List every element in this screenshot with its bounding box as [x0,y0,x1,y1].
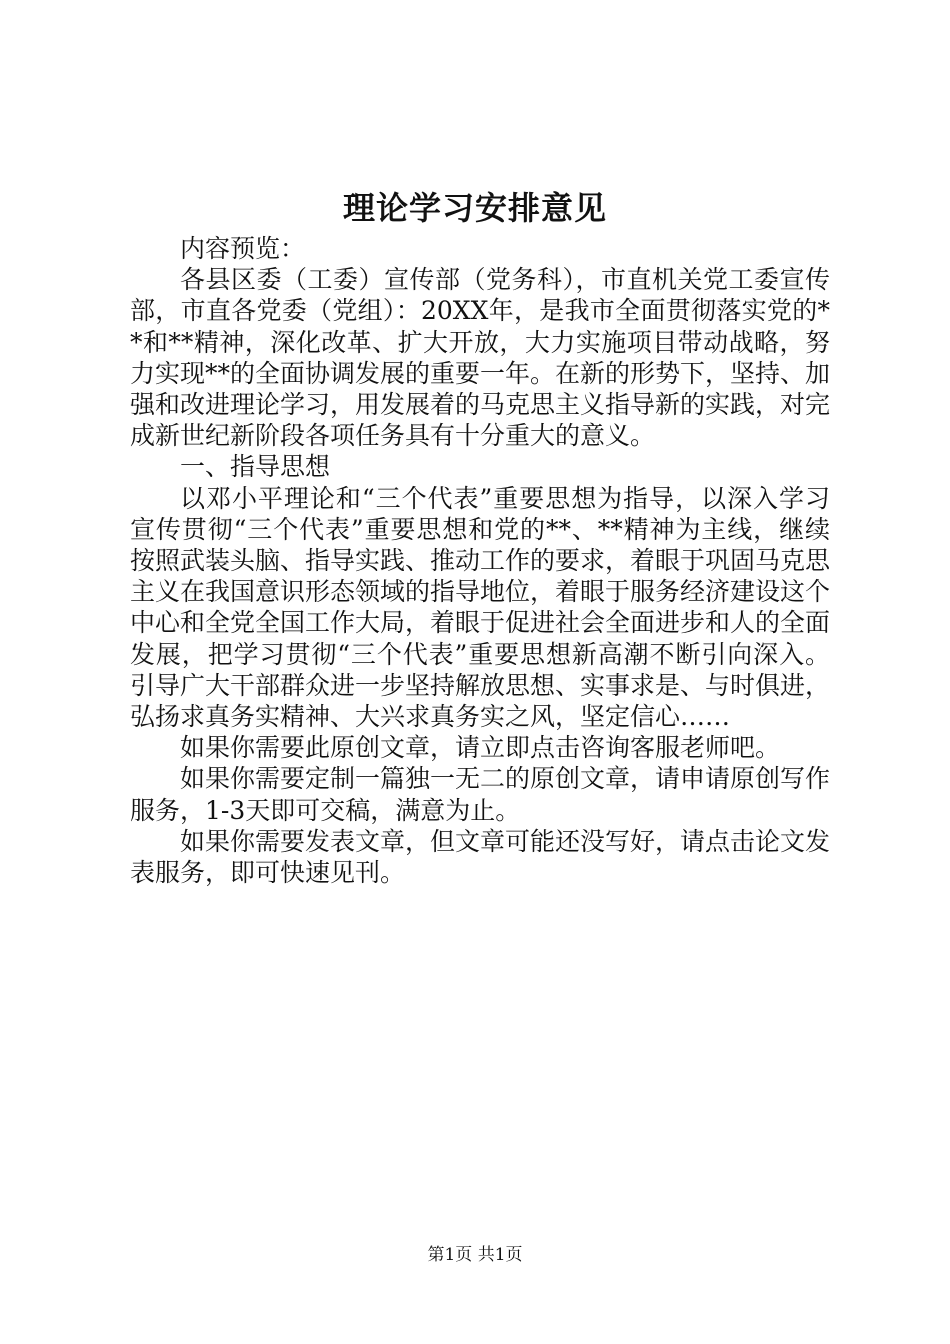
document-title: 理论学习安排意见 [342,189,607,227]
page-footer: 第1页 共1页 [427,1245,523,1265]
preview-label: 内容预览： [180,234,306,263]
note-publishing: 如果你需要发表文章，但文章可能还没写好，请点击论文发表服务，即可快速见刊。 [130,826,831,888]
section-heading: 一、指导思想 [180,452,331,482]
guiding-paragraph: 以邓小平理论和“三个代表”重要思想为指导，以深入学习宣传贯彻“三个代表”重要思想和党的**、**精神为主线，继续按照武装头脑、指导实践、推动工作的要求，着眼于巩固马克思主义在我国意识形态领域的指导地位，着眼于服务经济建设这个中心和全党全国工作大局，着眼于促进社会全面进步和人的全面发展，把学习贯彻“三个代表”重要思想新高潮不断引向深入。引导广大干部群众进一步坚持解放思想、实事求是、与时俱进，弘扬求真务实精神、大兴求真务实之风，坚定信心…… [130,483,831,732]
intro-paragraph: 各县区委（工委）宣传部（党务科），市直机关党工委宣传部，市直各党委（党组）：20XX年，是我市全面贯彻落实党的**和**精神，深化改革、扩大开放，大力实施项目带动战略，努力实现**的全面协调发展的重要一年。在新的形势下，坚持、加强和改进理论学习，用发展着的马克思主义指导新的实践，对完成新世纪新阶段各项任务具有十分重大的意义。 [130,265,831,451]
note-custom-writing: 如果你需要定制一篇独一无二的原创文章，请申请原创写作服务，1-3天即可交稿，满意为止。 [130,764,831,825]
document-body [130,233,830,888]
note-original-article: 如果你需要此原创文章，请立即点击咨询客服老师吧。 [180,733,781,763]
